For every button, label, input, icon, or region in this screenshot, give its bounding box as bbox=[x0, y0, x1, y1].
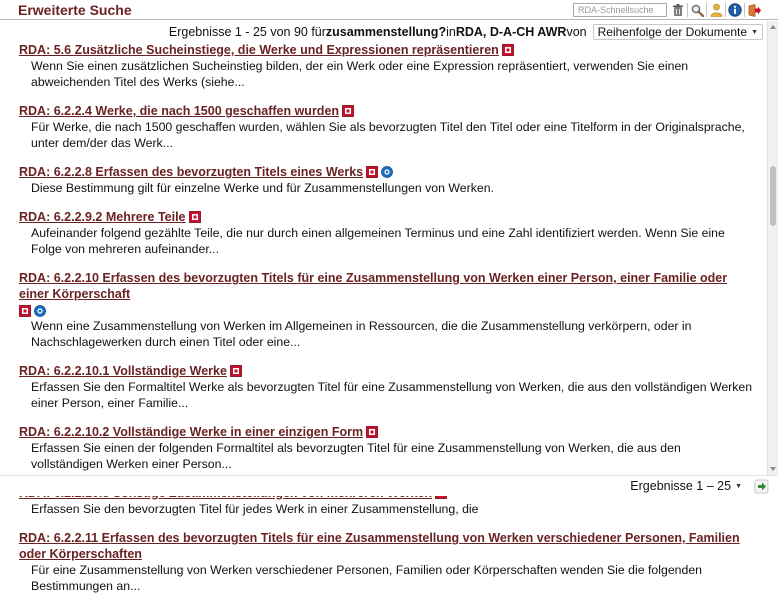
content-area bbox=[0, 21, 767, 593]
toolbar bbox=[670, 2, 762, 18]
vertical-scrollbar[interactable] bbox=[767, 21, 778, 475]
results-summary bbox=[169, 24, 763, 40]
rda-document-icon[interactable] bbox=[502, 44, 514, 56]
trash-icon[interactable] bbox=[670, 2, 686, 18]
dach-document-icon[interactable] bbox=[34, 304, 46, 316]
rda-document-icon[interactable] bbox=[366, 426, 378, 438]
result-item bbox=[0, 530, 767, 594]
result-snippet: Erfassen Sie den bevorzugten Titel für jedes Werk in einer Zusammenstellung, die bbox=[31, 502, 479, 516]
page-title: Erweiterte Suche bbox=[18, 2, 132, 18]
result-badges bbox=[0, 302, 767, 318]
result-item bbox=[0, 363, 767, 411]
rda-document-icon[interactable] bbox=[342, 105, 354, 117]
results-mid: in bbox=[446, 25, 456, 39]
dach-document-icon[interactable] bbox=[381, 166, 393, 178]
chevron-down-icon: ▼ bbox=[735, 482, 742, 490]
result-snippet: Erfassen Sie den Formaltitel Werke als bevorzugten Titel für eine Zusammenstellung von Werken, die aus den vollständigen Werken einer Person, einer Familie... bbox=[31, 380, 753, 410]
result-snippet: Wenn Sie einen zusätzlichen Sucheinstieg bilden, der ein Werk oder eine Expression repräsentiert, verwenden Sie einen abweichenden Titel des Werks (siehe... bbox=[31, 59, 689, 89]
toolbar-separator bbox=[706, 3, 707, 17]
rda-document-icon[interactable] bbox=[230, 365, 242, 377]
results-scope: RDA, D-A-CH AWR bbox=[455, 25, 567, 39]
result-snippet: Für eine Zusammenstellung von Werken verschiedener Personen, Familien oder Körperschaften wenden Sie die folgenden Bestimmungen an... bbox=[31, 563, 703, 593]
result-item bbox=[0, 424, 767, 472]
chevron-down-icon: ▼ bbox=[751, 28, 758, 36]
quicksearch-input[interactable]: RDA-Schnellsuche bbox=[573, 3, 667, 17]
result-snippet: Aufeinander folgend gezählte Teile, die nur durch einen allgemeinen Terminus und eine Zahl identifiziert werden. Wenn Sie eine Folge von mehreren aufeinander... bbox=[31, 226, 725, 256]
results-von: von bbox=[566, 25, 587, 39]
sort-select[interactable] bbox=[593, 24, 763, 40]
results-prefix: Ergebnisse 1 - 25 von 90 für bbox=[168, 25, 326, 39]
sort-select-value: Reihenfolge der Dokumente bbox=[597, 25, 748, 39]
info-icon[interactable] bbox=[727, 2, 743, 18]
result-title-row bbox=[0, 164, 767, 180]
result-title-link[interactable]: RDA: 6.2.2.10.2 Vollständige Werke in einer einzigen Form bbox=[19, 425, 364, 439]
scroll-up-icon[interactable] bbox=[770, 25, 776, 29]
result-title-link[interactable]: RDA: 6.2.2.10 Erfassen des bevorzugten Titels für eine Zusammenstellung von Werken einer Person, einer Familie oder einer Körperschaft bbox=[19, 271, 728, 301]
results-query: zusammenstellung? bbox=[325, 25, 447, 39]
result-title-link[interactable]: RDA: 6.2.2.9.2 Mehrere Teile bbox=[19, 210, 186, 224]
next-page-icon[interactable] bbox=[755, 480, 768, 493]
result-item bbox=[0, 42, 767, 90]
logout-icon[interactable] bbox=[746, 2, 762, 18]
result-title-link[interactable]: RDA: 6.2.2.10.1 Vollständige Werke bbox=[19, 364, 227, 378]
result-title-row bbox=[0, 424, 767, 440]
result-title-row bbox=[0, 42, 767, 58]
result-title-row bbox=[0, 530, 767, 562]
pager-select[interactable] bbox=[630, 479, 742, 493]
result-title-row bbox=[0, 363, 767, 379]
result-title-row bbox=[0, 103, 767, 119]
toolbar-separator bbox=[687, 3, 688, 17]
toolbar-separator bbox=[744, 3, 745, 17]
rda-document-icon[interactable] bbox=[366, 166, 378, 178]
result-title-link[interactable]: RDA: 6.2.2.11 Erfassen des bevorzugten Titels für eine Zusammenstellung von Werken verschiedener Personen, Familien oder Körperschaften bbox=[19, 531, 740, 561]
result-title-link[interactable]: RDA: 6.2.2.8 Erfassen des bevorzugten Titels eines Werks bbox=[19, 165, 364, 179]
toolbar-separator bbox=[725, 3, 726, 17]
search-icon[interactable] bbox=[689, 2, 705, 18]
scrollbar-thumb[interactable] bbox=[770, 166, 776, 226]
result-item bbox=[0, 164, 767, 196]
header-bar bbox=[0, 0, 778, 20]
result-item bbox=[0, 209, 767, 257]
user-icon[interactable] bbox=[708, 2, 724, 18]
result-snippet: Diese Bestimmung gilt für einzelne Werke und für Zusammenstellungen von Werken. bbox=[31, 181, 494, 195]
result-title-row bbox=[0, 209, 767, 225]
footer-bar bbox=[0, 475, 778, 496]
results-list bbox=[0, 42, 767, 607]
rda-document-icon[interactable] bbox=[189, 211, 201, 223]
result-snippet: Wenn eine Zusammenstellung von Werken im Allgemeinen in Ressourcen, die die Zusammenstellung verkörpern, oder in Nachschlagewerken durch einen Titel oder eine... bbox=[31, 319, 692, 349]
result-snippet: Für Werke, die nach 1500 geschaffen wurden, wählen Sie als bevorzugten Titel den Titel oder eine Titelform in der Originalsprache, unter dem/der das Werk... bbox=[31, 120, 745, 150]
result-title-link[interactable]: RDA: 6.2.2.4 Werke, die nach 1500 geschaffen wurden bbox=[19, 104, 340, 118]
result-item bbox=[0, 103, 767, 151]
result-title-row bbox=[0, 270, 767, 302]
result-snippet: Erfassen Sie einen der folgenden Formaltitel als bevorzugten Titel für eine Zusammenstellung von Werken, die aus den vollständigen Werken einer Person... bbox=[31, 441, 681, 471]
scroll-down-icon[interactable] bbox=[770, 467, 776, 471]
result-title-link[interactable]: RDA: 5.6 Zusätzliche Sucheinstiege, die Werke und Expressionen repräsentieren bbox=[19, 43, 499, 57]
pager-label: Ergebnisse 1 – 25 bbox=[630, 479, 732, 493]
rda-document-icon[interactable] bbox=[19, 304, 31, 316]
result-item bbox=[0, 270, 767, 350]
